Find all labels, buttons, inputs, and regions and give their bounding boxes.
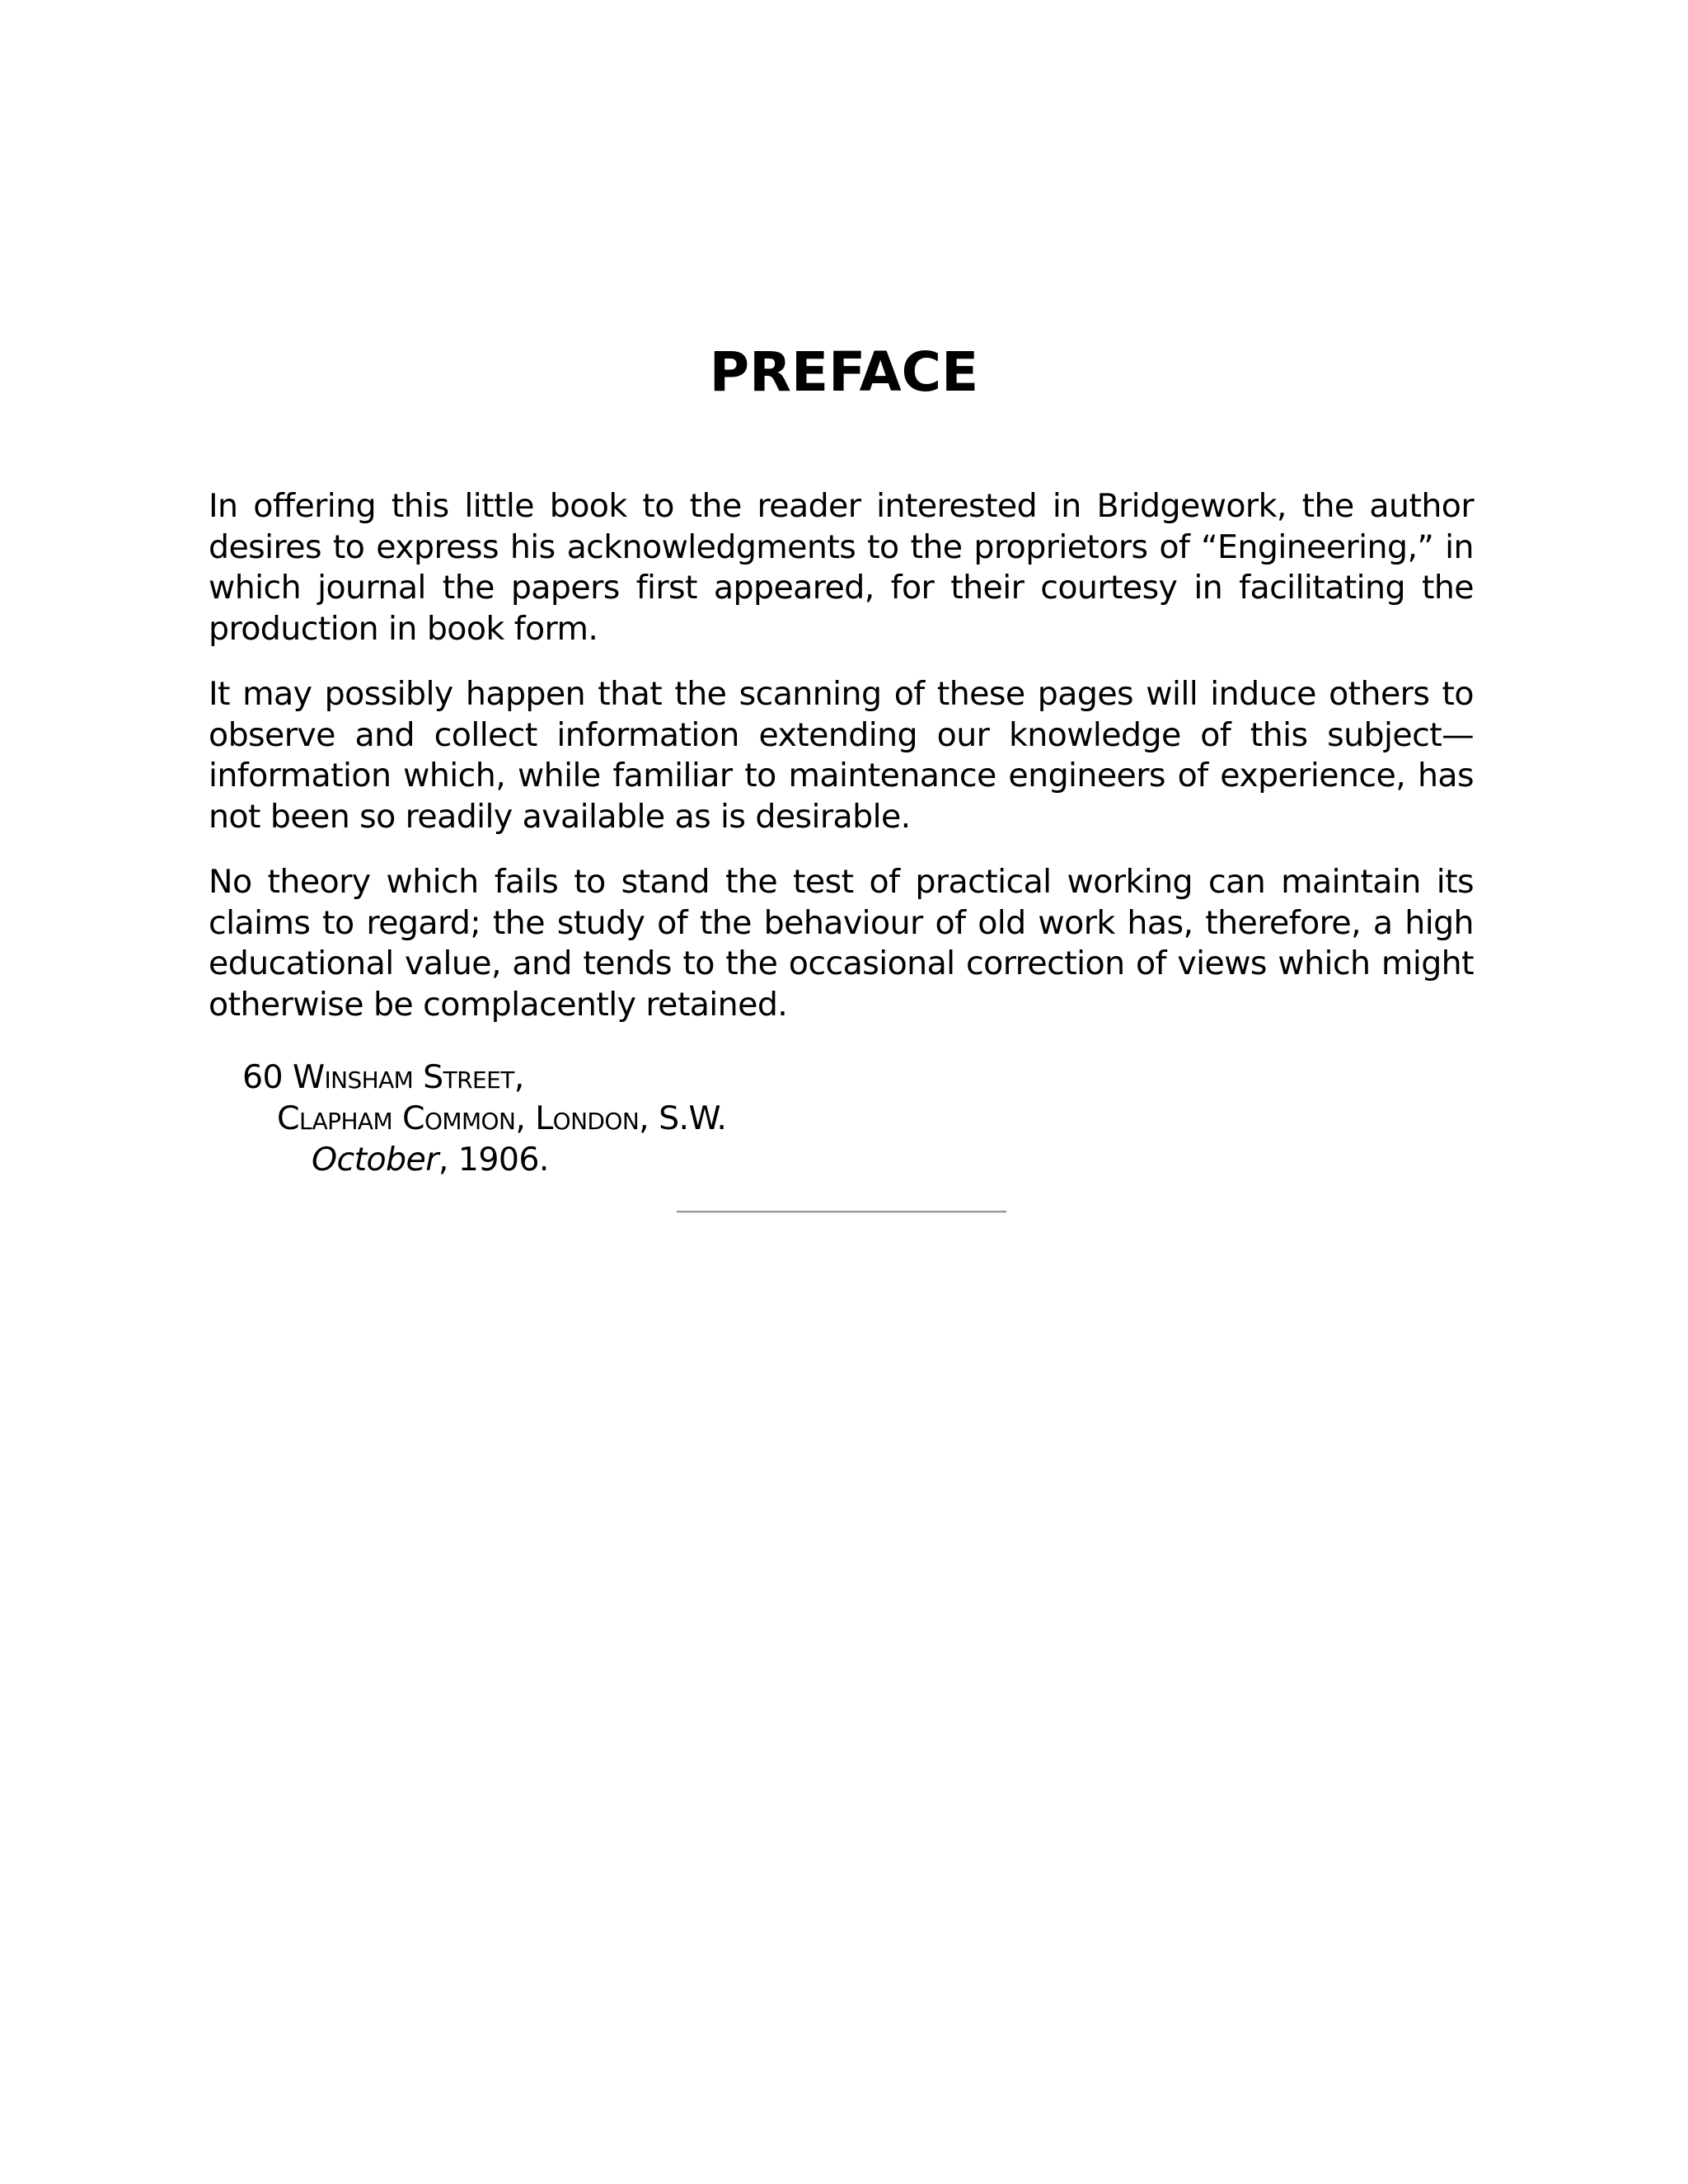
section-divider (677, 1211, 1006, 1213)
paragraph-3: No theory which fails to stand the test of practical working can maintain its claims to regard; the study of the behaviour of old work has, therefore, a high educational value, and tends to the occasional correction of views which might otherwise be complacently retained. (209, 863, 1474, 1024)
preface-body (209, 486, 1474, 1050)
street-suffix: , (513, 1058, 524, 1096)
address-district-line (209, 1098, 726, 1139)
date-year: , 1906. (438, 1141, 549, 1179)
address-street-line (209, 1057, 726, 1098)
page-title: PREFACE (709, 340, 979, 404)
city-name: London (535, 1099, 640, 1137)
district-name: Clapham Common (277, 1099, 516, 1137)
paragraph-1: In offering this little book to the reader interested in Bridgework, the author desires to express his acknowledgments to the proprietors of “Engineering,” in which journal the papers first appeared, for their courtesy in facilitating the production in book form. (209, 487, 1474, 648)
street-number: 60 (242, 1058, 284, 1096)
district-separator: , (515, 1099, 536, 1137)
author-address (209, 1057, 726, 1180)
paragraph-2: It may possibly happen that the scanning of these pages will induce others to observe and collect information extending our knowledge of this subject—information which, while familiar to maintenance engineers of experience, has not been so readily available as is desirable. (209, 675, 1474, 836)
date-month: October (312, 1141, 438, 1179)
address-date-line (209, 1139, 726, 1180)
street-name: Winsham Street (293, 1058, 514, 1096)
postal-district: , S.W. (639, 1099, 727, 1137)
